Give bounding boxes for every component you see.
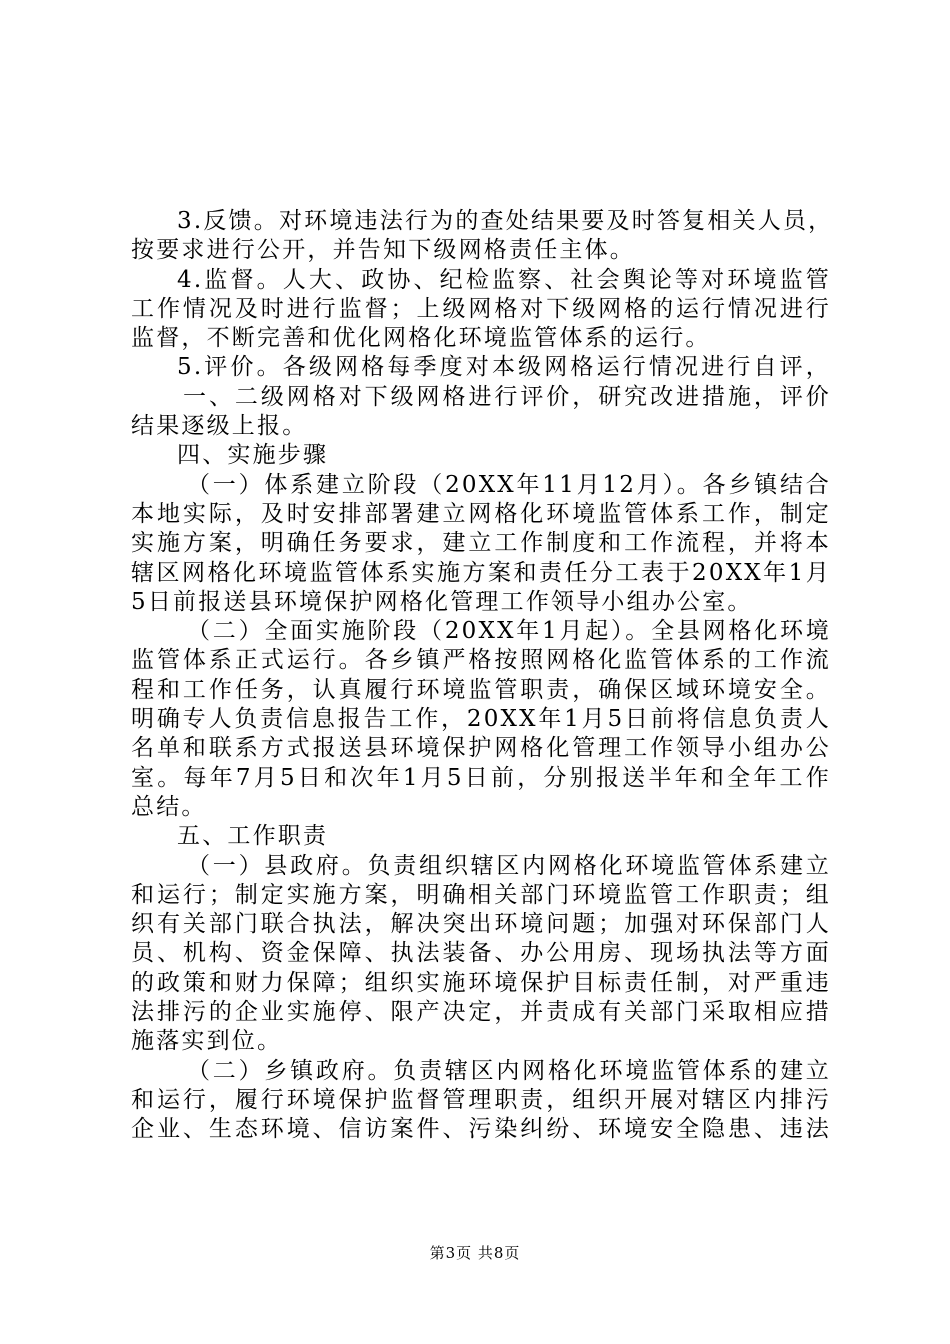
- paragraph-line: 员、机构、资金保障、执法装备、办公用房、现场执法等方面: [131, 940, 831, 967]
- paragraph-line: 一、二级网格对下级网格进行评价，研究改进措施，评价: [183, 383, 831, 410]
- paragraph-line: 4.监督。人大、政协、纪检监察、社会舆论等对环境监管: [177, 266, 831, 293]
- document-body: [131, 207, 834, 1145]
- paragraph-line: 施落实到位。: [131, 1028, 283, 1055]
- paragraph-line: （二）全面实施阶段（20XX年1月起）。全县网格化环境: [187, 618, 831, 645]
- paragraph-line: 名单和联系方式报送县环境保护网格化管理工作领导小组办公: [131, 735, 831, 762]
- paragraph-line: 实施方案，明确任务要求，建立工作制度和工作流程，并将本: [131, 530, 831, 557]
- section-heading: 五、工作职责: [177, 823, 329, 850]
- paragraph-line: （一）县政府。负责组织辖区内网格化环境监管体系建立: [187, 852, 831, 879]
- page-number-footer: 第3页 共8页: [429, 1244, 521, 1262]
- paragraph-line: 5.评价。各级网格每季度对本级网格运行情况进行自评，: [177, 354, 831, 381]
- paragraph-line: 监督，不断完善和优化网格化环境监管体系的运行。: [131, 325, 711, 352]
- paragraph-line: 织有关部门联合执法，解决突出环境问题；加强对环保部门人: [131, 911, 831, 938]
- section-heading: 四、实施步骤: [177, 442, 329, 469]
- paragraph-line: 的政策和财力保障；组织实施环境保护目标责任制，对严重违: [131, 969, 831, 996]
- paragraph-line: 按要求进行公开，并告知下级网格责任主体。: [131, 237, 635, 264]
- paragraph-line: 总结。: [131, 793, 207, 820]
- paragraph-line: 明确专人负责信息报告工作，20XX年1月5日前将信息负责人: [131, 706, 831, 733]
- paragraph-line: 室。每年7月5日和次年1月5日前，分别报送半年和全年工作: [131, 764, 831, 791]
- paragraph-line: 辖区网格化环境监管体系实施方案和责任分工表于20XX年1月: [131, 559, 831, 586]
- paragraph-line: 程和工作任务，认真履行环境监管职责，确保区域环境安全。: [131, 676, 831, 703]
- paragraph-line: 监管体系正式运行。各乡镇严格按照网格化监管体系的工作流: [131, 647, 831, 674]
- paragraph-line: （二）乡镇政府。负责辖区内网格化环境监管体系的建立: [187, 1057, 831, 1084]
- paragraph-line: （一）体系建立阶段（20XX年11月12月）。各乡镇结合: [187, 471, 831, 498]
- paragraph-line: 和运行，履行环境保护监督管理职责，组织开展对辖区内排污: [131, 1086, 831, 1113]
- paragraph-line: 结果逐级上报。: [131, 413, 308, 440]
- paragraph-line: 本地实际，及时安排部署建立网格化环境监管体系工作，制定: [131, 500, 831, 527]
- paragraph-line: 3.反馈。对环境违法行为的查处结果要及时答复相关人员，: [177, 208, 834, 234]
- paragraph-line: 法排污的企业实施停、限产决定，并责成有关部门采取相应措: [131, 999, 831, 1026]
- paragraph-line: 和运行；制定实施方案，明确相关部门环境监管工作职责；组: [131, 881, 831, 908]
- paragraph-line: 5日前报送县环境保护网格化管理工作领导小组办公室。: [131, 588, 753, 615]
- paragraph-line: 企业、生态环境、信访案件、污染纠纷、环境安全隐患、违法: [131, 1116, 831, 1143]
- paragraph-line: 工作情况及时进行监督；上级网格对下级网格的运行情况进行: [131, 295, 831, 322]
